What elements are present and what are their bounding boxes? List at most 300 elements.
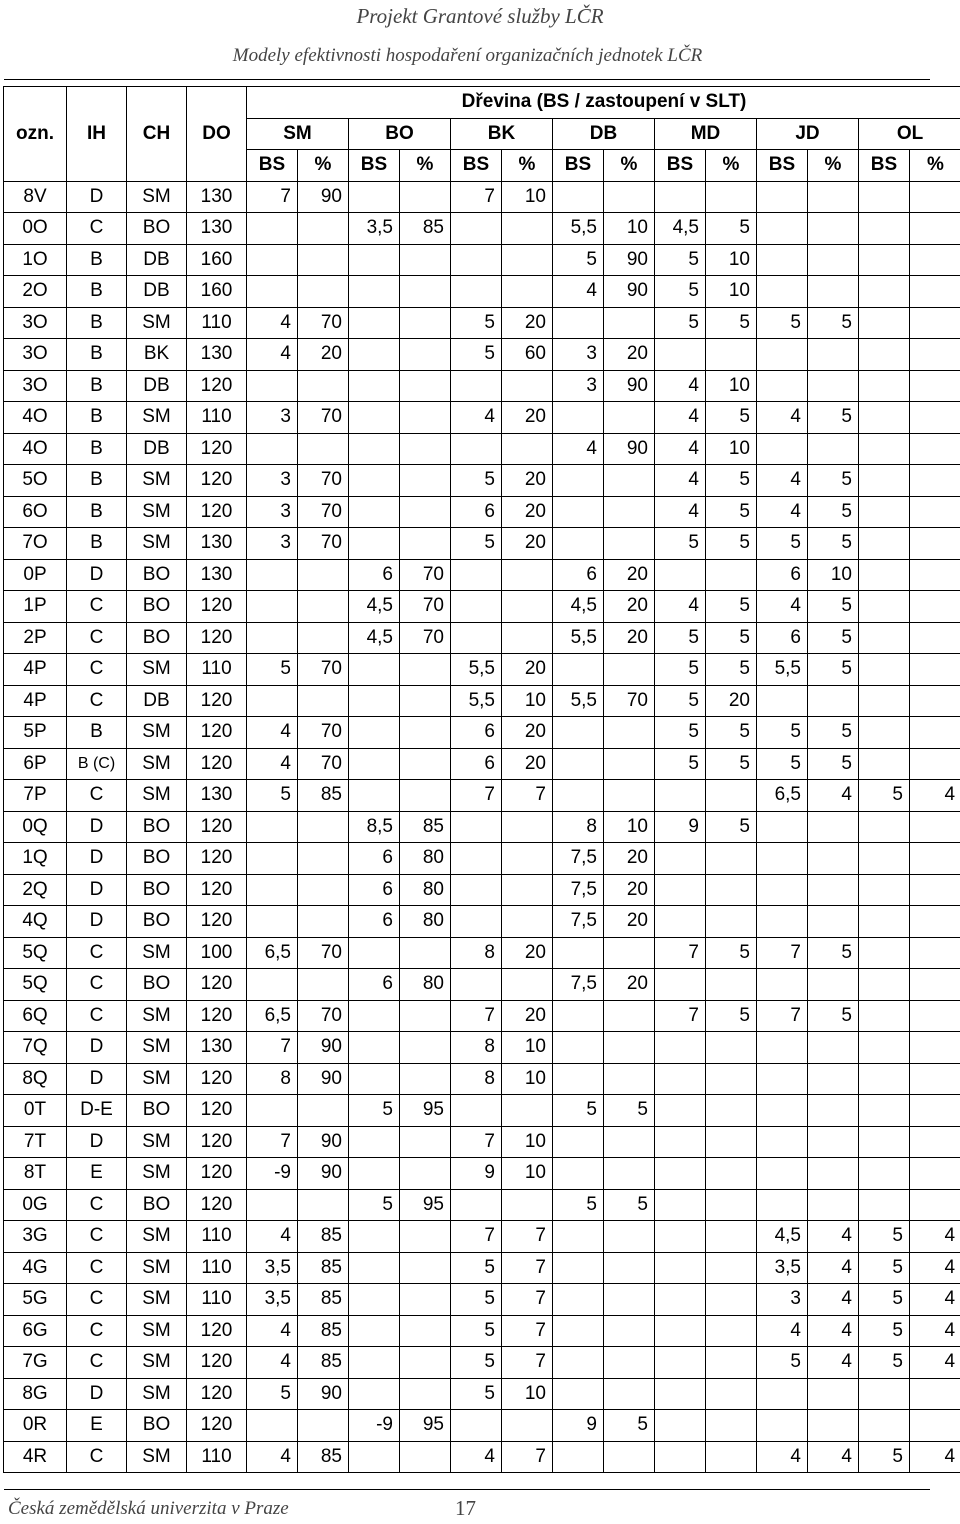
table-cell: 90 xyxy=(298,1032,349,1064)
table-cell xyxy=(910,969,960,1001)
table-cell: 90 xyxy=(298,181,349,213)
table-cell: B xyxy=(67,370,127,402)
table-cell: 110 xyxy=(187,307,247,339)
table-cell xyxy=(553,1158,604,1190)
table-cell xyxy=(910,402,960,434)
table-cell xyxy=(706,780,757,812)
table-cell: D xyxy=(67,843,127,875)
table-cell: 4 xyxy=(808,1441,859,1473)
table-cell: 110 xyxy=(187,1252,247,1284)
table-cell: 4 xyxy=(910,1221,960,1253)
table-cell: 7 xyxy=(247,1032,298,1064)
table-cell xyxy=(604,1252,655,1284)
table-cell xyxy=(553,181,604,213)
header-sub-bs: BS xyxy=(757,150,808,182)
table-cell xyxy=(604,937,655,969)
table-cell xyxy=(349,717,400,749)
table-cell xyxy=(604,1284,655,1316)
table-cell: 20 xyxy=(604,339,655,371)
header-sub-bs: BS xyxy=(553,150,604,182)
table-cell: 20 xyxy=(298,339,349,371)
table-cell: 5O xyxy=(4,465,67,497)
table-cell xyxy=(910,307,960,339)
table-cell: 110 xyxy=(187,1284,247,1316)
table-cell: 4R xyxy=(4,1441,67,1473)
table-cell: 120 xyxy=(187,433,247,465)
table-cell xyxy=(910,937,960,969)
table-row xyxy=(4,213,960,245)
table-cell: 7 xyxy=(247,181,298,213)
table-row xyxy=(4,370,960,402)
table-cell xyxy=(655,1095,706,1127)
table-cell: 5 xyxy=(451,307,502,339)
table-cell xyxy=(808,339,859,371)
table-cell xyxy=(451,433,502,465)
table-cell xyxy=(859,937,910,969)
table-cell xyxy=(910,1410,960,1442)
table-cell: SM xyxy=(127,937,187,969)
table-cell: 8 xyxy=(451,1032,502,1064)
table-cell: 120 xyxy=(187,1410,247,1442)
table-cell: BO xyxy=(127,906,187,938)
table-cell xyxy=(757,433,808,465)
table-cell: BO xyxy=(127,843,187,875)
table-cell: 4 xyxy=(808,1347,859,1379)
table-cell xyxy=(859,370,910,402)
table-cell: 5 xyxy=(655,528,706,560)
document-title: Projekt Grantové služby LČR xyxy=(356,4,604,28)
table-cell xyxy=(808,1126,859,1158)
header-sub-pct: % xyxy=(400,150,451,182)
table-cell: 4 xyxy=(808,1221,859,1253)
table-cell: 70 xyxy=(298,402,349,434)
table-cell xyxy=(757,1126,808,1158)
table-row xyxy=(4,244,960,276)
table-cell: 3,5 xyxy=(757,1252,808,1284)
table-cell: 10 xyxy=(706,244,757,276)
table-cell: C xyxy=(67,1347,127,1379)
table-row xyxy=(4,1410,960,1442)
table-cell xyxy=(655,1410,706,1442)
table-cell: 120 xyxy=(187,843,247,875)
table-cell xyxy=(502,622,553,654)
table-cell: B xyxy=(67,276,127,308)
table-cell: 7O xyxy=(4,528,67,560)
table-cell: 4 xyxy=(247,748,298,780)
header-species-ol: OL xyxy=(859,118,960,150)
table-cell: 0R xyxy=(4,1410,67,1442)
table-cell: B xyxy=(67,402,127,434)
table-cell: 3,5 xyxy=(247,1252,298,1284)
table-cell: BK xyxy=(127,339,187,371)
table-cell xyxy=(910,339,960,371)
table-cell xyxy=(910,622,960,654)
table-cell: 7Q xyxy=(4,1032,67,1064)
table-cell xyxy=(604,1347,655,1379)
table-cell: 120 xyxy=(187,1126,247,1158)
table-cell: SM xyxy=(127,181,187,213)
table-cell xyxy=(247,370,298,402)
table-cell: 5 xyxy=(706,622,757,654)
table-cell: 5 xyxy=(757,1347,808,1379)
table-cell xyxy=(808,811,859,843)
table-cell: 9 xyxy=(553,1410,604,1442)
table-row xyxy=(4,1315,960,1347)
table-cell: E xyxy=(67,1158,127,1190)
table-cell: 5 xyxy=(808,937,859,969)
table-cell: 20 xyxy=(604,969,655,1001)
table-cell xyxy=(859,465,910,497)
table-cell: 7 xyxy=(451,1126,502,1158)
table-cell: 4O xyxy=(4,433,67,465)
table-cell xyxy=(604,496,655,528)
table-cell: B xyxy=(67,717,127,749)
table-cell: 5 xyxy=(451,1347,502,1379)
table-cell: DB xyxy=(127,685,187,717)
table-cell: B xyxy=(67,307,127,339)
table-cell xyxy=(400,339,451,371)
table-cell xyxy=(604,307,655,339)
table-cell: 6,5 xyxy=(757,780,808,812)
table-cell: 5 xyxy=(808,496,859,528)
table-cell xyxy=(757,1063,808,1095)
table-cell: 90 xyxy=(604,276,655,308)
table-cell xyxy=(757,1095,808,1127)
table-cell: 70 xyxy=(298,307,349,339)
table-cell: 4 xyxy=(451,402,502,434)
table-cell: DB xyxy=(127,244,187,276)
table-cell: -9 xyxy=(349,1410,400,1442)
table-cell: 70 xyxy=(298,528,349,560)
table-cell xyxy=(349,528,400,560)
table-cell xyxy=(706,1095,757,1127)
table-row xyxy=(4,622,960,654)
table-cell xyxy=(349,685,400,717)
table-row xyxy=(4,1126,960,1158)
table-cell: 4 xyxy=(757,496,808,528)
table-cell xyxy=(298,244,349,276)
table-cell xyxy=(910,1032,960,1064)
table-cell xyxy=(910,1126,960,1158)
table-cell: 20 xyxy=(706,685,757,717)
table-cell: 4 xyxy=(910,1441,960,1473)
table-cell xyxy=(706,1126,757,1158)
table-cell: B xyxy=(67,528,127,560)
table-cell xyxy=(808,433,859,465)
table-cell xyxy=(400,1126,451,1158)
table-cell xyxy=(859,496,910,528)
table-cell: 5 xyxy=(859,780,910,812)
table-row xyxy=(4,1063,960,1095)
table-cell: 5 xyxy=(808,465,859,497)
table-cell: 5 xyxy=(706,748,757,780)
table-cell: 130 xyxy=(187,559,247,591)
table-cell: 5 xyxy=(553,1189,604,1221)
table-cell: 110 xyxy=(187,1441,247,1473)
table-cell: 3 xyxy=(247,465,298,497)
table-cell: 5 xyxy=(604,1189,655,1221)
table-cell: 6 xyxy=(349,906,400,938)
table-cell xyxy=(757,213,808,245)
table-cell: 1P xyxy=(4,591,67,623)
table-cell xyxy=(757,1158,808,1190)
table-cell xyxy=(808,843,859,875)
table-cell xyxy=(655,559,706,591)
table-cell: SM xyxy=(127,528,187,560)
table-cell xyxy=(859,685,910,717)
table-cell xyxy=(910,717,960,749)
table-cell: C xyxy=(67,1441,127,1473)
table-cell: 4 xyxy=(910,1347,960,1379)
table-cell: SM xyxy=(127,307,187,339)
table-cell: 4 xyxy=(247,717,298,749)
table-cell: 20 xyxy=(502,748,553,780)
document-subtitle: Modely efektivnosti hospodaření organizačních jednotek LČR xyxy=(232,45,703,66)
table-cell: 10 xyxy=(604,811,655,843)
table-cell: 110 xyxy=(187,1221,247,1253)
table-cell: 80 xyxy=(400,843,451,875)
table-row xyxy=(4,748,960,780)
table-cell: D xyxy=(67,181,127,213)
table-cell xyxy=(349,937,400,969)
table-cell: 7,5 xyxy=(553,969,604,1001)
table-cell: C xyxy=(67,969,127,1001)
table-cell: 70 xyxy=(298,465,349,497)
table-cell: 90 xyxy=(604,370,655,402)
table-cell: 5 xyxy=(655,276,706,308)
table-cell: 7 xyxy=(451,1000,502,1032)
table-row xyxy=(4,937,960,969)
table-cell: 70 xyxy=(298,654,349,686)
table-cell: 6Q xyxy=(4,1000,67,1032)
table-cell: 5 xyxy=(451,465,502,497)
table-cell: B xyxy=(67,465,127,497)
table-cell: 120 xyxy=(187,717,247,749)
table-cell: 4Q xyxy=(4,906,67,938)
table-cell xyxy=(655,1347,706,1379)
table-cell: 5 xyxy=(706,496,757,528)
table-cell: 5 xyxy=(808,1000,859,1032)
table-cell: BO xyxy=(127,1410,187,1442)
table-cell xyxy=(859,213,910,245)
table-row xyxy=(4,685,960,717)
table-cell xyxy=(808,874,859,906)
table-cell xyxy=(808,276,859,308)
table-cell xyxy=(757,1378,808,1410)
table-cell xyxy=(451,906,502,938)
table-cell: 10 xyxy=(502,1378,553,1410)
table-cell xyxy=(859,654,910,686)
table-cell xyxy=(400,402,451,434)
header-ozn: ozn. xyxy=(4,87,67,182)
table-cell: 6 xyxy=(349,843,400,875)
table-cell: 70 xyxy=(298,748,349,780)
table-cell: 6 xyxy=(451,748,502,780)
table-cell: 90 xyxy=(298,1158,349,1190)
table-cell: 4G xyxy=(4,1252,67,1284)
table-cell xyxy=(400,717,451,749)
table-cell xyxy=(451,622,502,654)
table-cell: DB xyxy=(127,370,187,402)
table-cell xyxy=(349,244,400,276)
table-cell: 130 xyxy=(187,213,247,245)
table-cell xyxy=(553,1126,604,1158)
table-cell: 85 xyxy=(298,1284,349,1316)
table-cell xyxy=(247,591,298,623)
table-cell: BO xyxy=(127,591,187,623)
table-cell xyxy=(910,276,960,308)
table-cell: 10 xyxy=(706,276,757,308)
table-cell: 90 xyxy=(298,1126,349,1158)
table-cell: 70 xyxy=(400,591,451,623)
table-cell: 5 xyxy=(706,591,757,623)
table-cell xyxy=(706,1284,757,1316)
header-sub-pct: % xyxy=(604,150,655,182)
table-cell xyxy=(808,1158,859,1190)
table-cell: 4 xyxy=(553,433,604,465)
table-cell: 10 xyxy=(808,559,859,591)
table-cell xyxy=(808,181,859,213)
table-cell xyxy=(298,433,349,465)
table-cell: 5 xyxy=(451,1378,502,1410)
table-cell xyxy=(247,433,298,465)
table-cell: 95 xyxy=(400,1410,451,1442)
table-cell: 5 xyxy=(655,654,706,686)
table-cell xyxy=(298,1189,349,1221)
table-cell: 8 xyxy=(451,1063,502,1095)
table-cell xyxy=(451,811,502,843)
table-cell: 8V xyxy=(4,181,67,213)
table-cell xyxy=(757,244,808,276)
table-cell: 130 xyxy=(187,1032,247,1064)
table-row xyxy=(4,307,960,339)
header-species-db: DB xyxy=(553,118,655,150)
table-cell xyxy=(706,969,757,1001)
table-cell xyxy=(655,181,706,213)
table-cell: 1Q xyxy=(4,843,67,875)
table-cell: SM xyxy=(127,1378,187,1410)
table-cell xyxy=(553,1221,604,1253)
table-cell: 120 xyxy=(187,1315,247,1347)
table-cell xyxy=(451,874,502,906)
table-cell: 120 xyxy=(187,685,247,717)
table-cell xyxy=(451,213,502,245)
table-cell xyxy=(298,213,349,245)
table-cell: 5,5 xyxy=(553,622,604,654)
table-cell: 130 xyxy=(187,339,247,371)
table-cell: 4 xyxy=(757,465,808,497)
table-cell xyxy=(400,1252,451,1284)
table-cell xyxy=(910,1378,960,1410)
table-cell: 90 xyxy=(298,1378,349,1410)
table-cell: C xyxy=(67,780,127,812)
table-cell xyxy=(349,1063,400,1095)
table-cell: SM xyxy=(127,1032,187,1064)
table-cell xyxy=(247,906,298,938)
table-cell: D xyxy=(67,906,127,938)
header-species-md: MD xyxy=(655,118,757,150)
table-cell xyxy=(349,433,400,465)
table-cell: BO xyxy=(127,1189,187,1221)
table-cell: C xyxy=(67,937,127,969)
table-cell xyxy=(604,1441,655,1473)
table-cell xyxy=(706,874,757,906)
header-do: DO xyxy=(187,87,247,182)
table-cell: 4 xyxy=(757,591,808,623)
header-sub-bs: BS xyxy=(451,150,502,182)
table-cell xyxy=(451,559,502,591)
table-cell: C xyxy=(67,654,127,686)
table-cell: 85 xyxy=(298,780,349,812)
table-cell xyxy=(604,528,655,560)
table-cell xyxy=(349,402,400,434)
table-cell xyxy=(400,433,451,465)
table-row xyxy=(4,465,960,497)
table-cell: 4 xyxy=(910,1252,960,1284)
table-cell xyxy=(808,906,859,938)
table-cell xyxy=(553,717,604,749)
table-cell: 4,5 xyxy=(349,591,400,623)
table-cell: 70 xyxy=(298,717,349,749)
table-cell: E xyxy=(67,1410,127,1442)
table-cell: 85 xyxy=(400,213,451,245)
table-cell: 5 xyxy=(706,402,757,434)
table-cell xyxy=(910,654,960,686)
table-cell xyxy=(502,906,553,938)
table-cell: 4,5 xyxy=(553,591,604,623)
table-cell: 85 xyxy=(298,1221,349,1253)
table-cell xyxy=(910,874,960,906)
table-cell xyxy=(502,811,553,843)
table-cell xyxy=(859,1032,910,1064)
table-cell xyxy=(859,1189,910,1221)
table-cell: 3O xyxy=(4,307,67,339)
table-cell: 4 xyxy=(451,1441,502,1473)
table-cell: SM xyxy=(127,1221,187,1253)
table-cell xyxy=(349,1158,400,1190)
table-cell: 5 xyxy=(247,780,298,812)
table-cell: 8 xyxy=(451,937,502,969)
table-cell: 5 xyxy=(808,748,859,780)
table-cell xyxy=(859,1378,910,1410)
table-cell xyxy=(553,780,604,812)
table-cell xyxy=(859,307,910,339)
table-cell xyxy=(400,370,451,402)
table-cell xyxy=(808,1189,859,1221)
table-cell xyxy=(451,244,502,276)
table-row xyxy=(4,1347,960,1379)
table-cell: 7P xyxy=(4,780,67,812)
table-cell: 6 xyxy=(349,559,400,591)
table-row xyxy=(4,1032,960,1064)
header-species-bo: BO xyxy=(349,118,451,150)
table-cell xyxy=(706,1441,757,1473)
table-cell: 4 xyxy=(247,339,298,371)
table-cell: 70 xyxy=(400,559,451,591)
table-cell xyxy=(553,496,604,528)
table-cell: 3O xyxy=(4,370,67,402)
table-cell xyxy=(553,1032,604,1064)
table-cell: C xyxy=(67,1221,127,1253)
table-cell: 5G xyxy=(4,1284,67,1316)
table-cell: 6 xyxy=(757,622,808,654)
header-sub-bs: BS xyxy=(655,150,706,182)
table-cell xyxy=(706,1221,757,1253)
table-cell: 10 xyxy=(706,370,757,402)
table-cell: 10 xyxy=(502,1063,553,1095)
table-cell: SM xyxy=(127,1284,187,1316)
table-cell: 7 xyxy=(451,181,502,213)
